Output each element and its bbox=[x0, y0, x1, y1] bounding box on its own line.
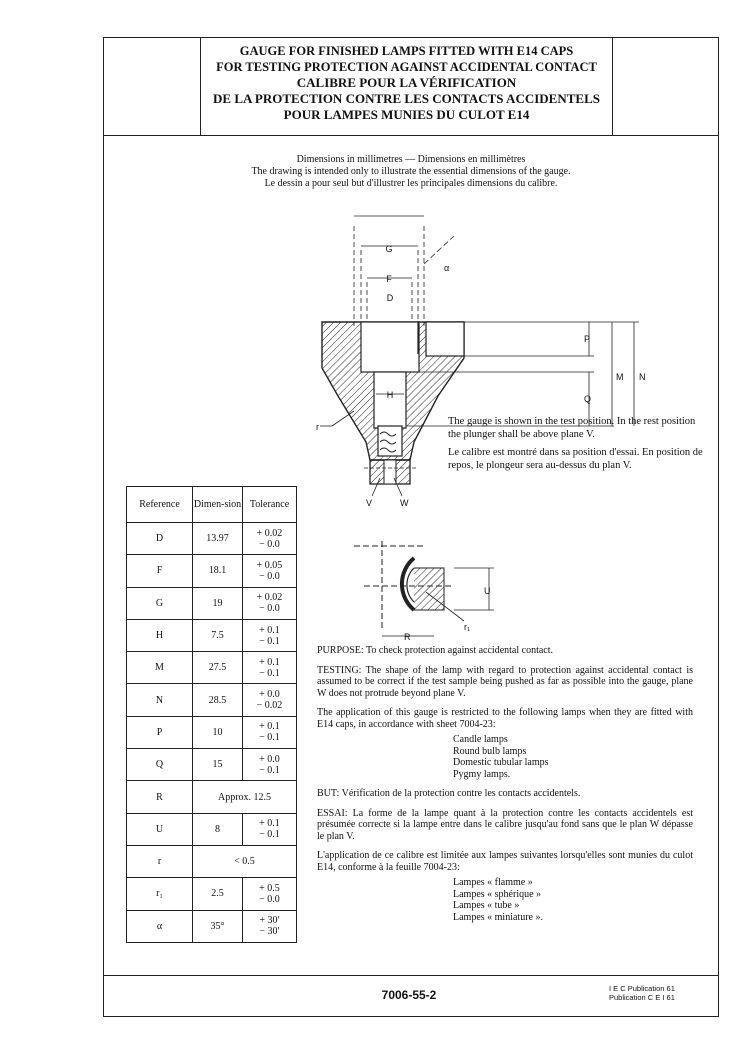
cell-reference: F bbox=[127, 555, 193, 587]
lamps-list-fr bbox=[453, 877, 693, 923]
table-row bbox=[127, 781, 297, 813]
table-row bbox=[127, 749, 297, 781]
tolerance-plus: + 0.1 bbox=[259, 721, 280, 733]
tolerance-plus: + 0.05 bbox=[256, 559, 283, 571]
cell-dimension: 19 bbox=[193, 587, 243, 619]
tolerance-minus: − 0.0 bbox=[259, 570, 280, 582]
drawing-note-fr: Le dessin a pour seul but d'illustrer les principales dimensions du calibre. bbox=[264, 178, 558, 189]
header-tolerance: Tolerance bbox=[243, 487, 297, 523]
gauge-note-en: The gauge is shown in the test position. In the rest position the plunger shall be above plane V. bbox=[448, 416, 696, 440]
tolerance-minus: − 0.0 bbox=[259, 538, 280, 550]
sheet-title bbox=[201, 38, 612, 135]
list-item: Lampes « tube » bbox=[453, 900, 520, 911]
tolerance-plus: + 0.1 bbox=[259, 624, 280, 636]
table-row bbox=[127, 523, 297, 555]
table-row bbox=[127, 845, 297, 877]
tolerance-minus: − 0.1 bbox=[259, 667, 280, 679]
tolerance-minus: − 0.1 bbox=[259, 764, 280, 776]
list-item: Candle lamps bbox=[453, 734, 508, 745]
table-row bbox=[127, 813, 297, 845]
cell-dimension: 15 bbox=[193, 749, 243, 781]
cell-dimension: 27.5 bbox=[193, 652, 243, 684]
label-D: D bbox=[386, 293, 394, 303]
application-en-text: The application of this gauge is restricted to the following lamps when they are fitted with E14 caps, in accordance with sheet 7004-23: bbox=[317, 707, 693, 730]
cell-reference: α bbox=[127, 910, 193, 942]
detail-view bbox=[354, 541, 494, 636]
sheet-header bbox=[104, 38, 718, 136]
publication-ref bbox=[609, 985, 675, 1002]
footer-divider bbox=[104, 975, 718, 976]
cell-tolerance bbox=[243, 555, 297, 587]
table-row bbox=[127, 587, 297, 619]
list-item: Lampes « sphérique » bbox=[453, 888, 542, 900]
gauge-inner-bore bbox=[374, 372, 406, 428]
tolerance-plus: + 0.5 bbox=[259, 882, 280, 894]
label-N: N bbox=[639, 372, 646, 382]
tolerance-plus: + 0.0 bbox=[259, 689, 280, 701]
label-M: M bbox=[616, 372, 624, 382]
cell-merged-value: < 0.5 bbox=[193, 845, 297, 877]
tolerance-plus: + 0.02 bbox=[256, 592, 283, 604]
drawing-note-en: The drawing is intended only to illustrate the essential dimensions of the gauge. bbox=[251, 166, 571, 177]
cell-tolerance bbox=[243, 749, 297, 781]
cell-reference: M bbox=[127, 652, 193, 684]
table-row bbox=[127, 652, 297, 684]
cell-merged-value: Approx. 12.5 bbox=[193, 781, 297, 813]
title-en-line-1: GAUGE FOR FINISHED LAMPS FITTED WITH E14 CAPS bbox=[239, 44, 574, 58]
tolerance-minus: − 0.1 bbox=[259, 829, 280, 841]
tolerance-plus: + 0.1 bbox=[259, 656, 280, 668]
header-right-box bbox=[612, 38, 718, 135]
application-fr-text: L'application de ce calibre est limitée aux lampes suivantes lorsqu'elles sont munies du culot E14, conforme à la feuille 7004-23: bbox=[317, 850, 693, 873]
dimensions-note: Dimensions in millimetres — Dimensions en millimètres bbox=[296, 154, 526, 165]
label-U: U bbox=[484, 586, 491, 596]
cell-reference: U bbox=[127, 813, 193, 845]
cell-tolerance bbox=[243, 910, 297, 942]
dimension-table bbox=[126, 486, 297, 943]
cell-dimension: 2.5 bbox=[193, 878, 243, 910]
cell-tolerance bbox=[243, 813, 297, 845]
top-dimensions bbox=[354, 216, 454, 326]
tolerance-plus: + 0.0 bbox=[259, 753, 280, 765]
cell-tolerance bbox=[243, 878, 297, 910]
sheet-number: 7006-55-2 bbox=[381, 988, 437, 1002]
list-item: Lampes « flamme » bbox=[453, 877, 533, 888]
lamps-list-en bbox=[453, 734, 693, 780]
label-r: r bbox=[316, 422, 319, 432]
cell-reference: R bbox=[127, 781, 193, 813]
gauge-note-fr: Le calibre est montré dans sa position d'essai. En position de repos, le plongeur sera au-dessus du plan V. bbox=[448, 447, 703, 471]
label-F: F bbox=[386, 274, 392, 284]
tolerance-plus: + 0.02 bbox=[256, 527, 283, 539]
cell-tolerance bbox=[243, 652, 297, 684]
tolerance-minus: − 0.1 bbox=[259, 635, 280, 647]
publication-fr: Publication C E I 61 bbox=[609, 992, 675, 1002]
title-fr-line-3: POUR LAMPES MUNIES DU CULOT E14 bbox=[283, 107, 530, 122]
cell-tolerance bbox=[243, 523, 297, 555]
purpose-text: PURPOSE: To check protection against accidental contact. bbox=[317, 645, 553, 656]
cell-tolerance bbox=[243, 619, 297, 651]
header-left-box bbox=[104, 38, 201, 135]
list-item: Lampes « miniature ». bbox=[453, 911, 543, 923]
cell-tolerance bbox=[243, 716, 297, 748]
table-header-row bbox=[127, 487, 297, 523]
drawing-notes bbox=[104, 154, 718, 190]
cell-dimension: 28.5 bbox=[193, 684, 243, 716]
cell-reference: H bbox=[127, 619, 193, 651]
title-en-line-2: FOR TESTING PROTECTION AGAINST ACCIDENTAL CONTACT bbox=[216, 60, 597, 74]
tolerance-minus: − 0.0 bbox=[259, 893, 280, 905]
table-row bbox=[127, 619, 297, 651]
description-text bbox=[317, 645, 693, 931]
title-fr-line-2: DE LA PROTECTION CONTRE LES CONTACTS ACCIDENTELS bbox=[213, 91, 600, 106]
list-item: Pygmy lamps. bbox=[453, 768, 511, 780]
cell-dimension: 10 bbox=[193, 716, 243, 748]
label-W: W bbox=[400, 498, 409, 508]
label-G: G bbox=[385, 244, 393, 254]
gauge-position-note bbox=[448, 416, 710, 478]
cell-tolerance bbox=[243, 684, 297, 716]
table-row bbox=[127, 684, 297, 716]
essai-text: ESSAI: La forme de la lampe quant à la protection contre les contacts accidentels est présumée correcte si la lampe entre dans le calibre jusqu'au fond sans que le plan W dépasse le plan V. bbox=[317, 807, 693, 842]
header-reference: Reference bbox=[127, 487, 193, 523]
label-H: H bbox=[386, 390, 394, 400]
table-row bbox=[127, 555, 297, 587]
cell-dimension: 13.97 bbox=[193, 523, 243, 555]
label-alpha: α bbox=[444, 263, 450, 273]
table-row bbox=[127, 716, 297, 748]
publication-en: I E C Publication 61 bbox=[609, 984, 675, 993]
label-V: V bbox=[366, 498, 373, 508]
cell-reference: P bbox=[127, 716, 193, 748]
tolerance-minus: − 0.02 bbox=[256, 700, 283, 712]
header-dimension: Dimen-sion bbox=[193, 487, 243, 523]
cell-dimension: 8 bbox=[193, 813, 243, 845]
gauge-bore bbox=[361, 322, 419, 372]
label-r1: r₁ bbox=[464, 622, 471, 632]
tolerance-minus: − 0.0 bbox=[259, 603, 280, 615]
tolerance-plus: + 30′ bbox=[259, 915, 280, 927]
testing-text: TESTING: The shape of the lamp with regard to protection against accidental contact is assumed to be correct if the test sample being pushed as far as possible into the gauge, plane W does not protrude beyond plane V. bbox=[317, 664, 693, 699]
table-row bbox=[127, 878, 297, 910]
cell-reference: Q bbox=[127, 749, 193, 781]
cell-dimension: 7.5 bbox=[193, 619, 243, 651]
tolerance-minus: − 0.1 bbox=[259, 732, 280, 744]
cell-reference: r bbox=[127, 845, 193, 877]
cell-reference: D bbox=[127, 523, 193, 555]
cell-reference: G bbox=[127, 587, 193, 619]
cell-reference: N bbox=[127, 684, 193, 716]
sheet-frame bbox=[103, 37, 719, 1017]
cell-dimension: 18.1 bbox=[193, 555, 243, 587]
list-item: Round bulb lamps bbox=[453, 745, 527, 757]
table-row bbox=[127, 910, 297, 942]
label-P: P bbox=[584, 334, 591, 344]
but-text: BUT: Vérification de la protection contre les contacts accidentels. bbox=[317, 788, 581, 799]
list-item: Domestic tubular lamps bbox=[453, 757, 549, 768]
cell-reference: r₁ bbox=[127, 878, 193, 910]
cell-tolerance bbox=[243, 587, 297, 619]
table-body bbox=[127, 523, 297, 943]
tolerance-plus: + 0.1 bbox=[259, 818, 280, 830]
title-fr-line-1: CALIBRE POUR LA VÉRIFICATION bbox=[296, 75, 517, 90]
label-Q: Q bbox=[584, 394, 592, 404]
cell-dimension: 35° bbox=[193, 910, 243, 942]
tolerance-minus: − 30′ bbox=[259, 926, 280, 938]
gauge-recess bbox=[426, 322, 464, 356]
label-R: R bbox=[404, 632, 411, 642]
